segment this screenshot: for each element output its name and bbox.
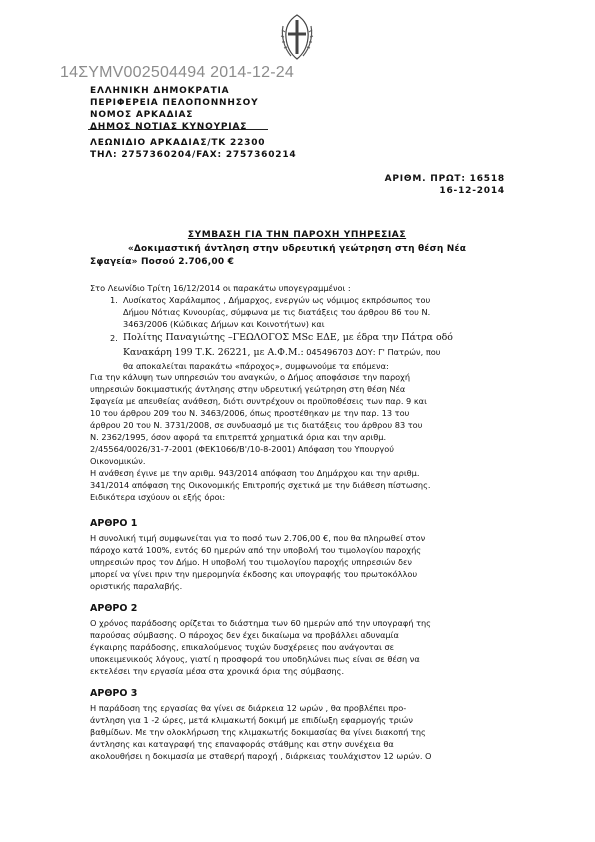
preamble-line: Οικονομικών. — [90, 456, 146, 466]
preamble-line: Η ανάθεση έγινε με την αριθμ. 943/2014 απόφαση του Δημάρχου και την αριθμ. — [90, 468, 420, 478]
header-divider — [88, 129, 268, 130]
article-3-line: Η παράδοση της εργασίας θα γίνει σε διάρκεια 12 ωρών , θα προβλέπει προ- — [90, 703, 407, 713]
contract-title: ΣΥΜΒΑΣΗ ΓΙΑ ΤΗΝ ΠΑΡΟΧΗ ΥΠΗΡΕΣΙΑΣ — [187, 230, 407, 240]
article-1-heading: ΑΡΘΡΟ 1 — [90, 518, 138, 529]
article-2-line: Ο χρόνος παράδοσης ορίζεται το διάστημα των 60 ημερών από την υπογραφή της — [90, 618, 431, 628]
article-1-line: μπορεί να γίνει πριν την ημερομηνία έκδοσης και υπογραφής του πρωτοκόλλου — [90, 569, 418, 579]
article-2-body — [90, 617, 510, 677]
article-3-line: άντλησης και καταγραφή της επαναφοράς στάθμης και στην συνέχεια θα — [90, 739, 394, 749]
article-1-line: οριστικής παραλαβής. — [90, 581, 183, 591]
preamble-line: Για την κάλυψη των υπηρεσιών του αναγκών, ο Δήμος αποφάσισε την παροχή — [90, 372, 411, 382]
article-2-line: παρούσας σύμβασης. Ο πάροχος δεν έχει δικαίωμα να προβάλλει αδυναμία — [90, 630, 399, 640]
preamble-line: 341/2014 απόφαση της Οικονομικής Επιτροπής σχετικά με την διάθεση πίστωσης. — [90, 480, 431, 490]
article-2-line: υποκειμενικούς λόγους, γιατί η προσφορά του υποδηλώνει πως είναι σε θέση να — [90, 654, 420, 664]
header-phone: ΤΗΛ: 2757360204/FAX: 2757360214 — [90, 150, 297, 160]
preamble-line: άρθρου 20 του Ν. 3731/2008, σε συνδυασμό με τις διατάξεις του άρθρου 83 του — [90, 420, 423, 430]
preamble-line: Ειδικότερα ισχύουν οι εξής όροι: — [90, 492, 226, 502]
party-2-line-2a: Κανακάρη 199 Τ.Κ. 26221, με Α.Φ.Μ.: — [123, 347, 304, 358]
article-3-line: ακολουθήσει η δοκιμασία με σταθερή παροχή , διάρκειας τουλάχιστον 12 ωρών. Ο — [90, 751, 432, 761]
contract-subtitle-line-2: Σφαγεία» Ποσού 2.706,00 € — [90, 257, 235, 267]
contract-subtitle — [90, 243, 504, 269]
header-address: ΛΕΩΝΙΔΙΟ ΑΡΚΑΔΙΑΣ/ΤΚ 22300 — [90, 138, 266, 148]
article-2-line: εκτελέσει την εργασία μέσα στα χρονικά όρια της σύμβασης. — [90, 666, 345, 676]
party-2 — [110, 331, 518, 372]
party-2-line-3: θα αποκαλείται παρακάτω «πάροχος», συμφωνούμε τα επόμενα: — [123, 361, 389, 371]
article-1-line: Η συνολική τιμή συμφωνείται για το ποσό των 2.706,00 €, που θα πληρωθεί στον — [90, 533, 426, 543]
article-2-line: έγκαιρης παράδοσης, επικαλούμενος τυχών δυσχέρειες που ανάγονται σε — [90, 642, 395, 652]
header-line-2: ΠΕΡΙΦΕΡΕΙΑ ΠΕΛΟΠΟΝΝΗΣΟΥ — [90, 98, 259, 108]
party-2-line-2b: 045496703 ΔΟΥ: Γ' Πατρών, που — [306, 347, 441, 357]
party-1-line-3: 3463/2006 (Κώδικας Δήμων και Κοινοτήτων) και — [123, 319, 325, 329]
party-2-number: 2. — [110, 333, 118, 343]
preamble-line: 10 του άρθρου 209 του Ν. 3463/2006, όπως προστέθηκαν με την παρ. 13 του — [90, 408, 410, 418]
article-3-heading: ΑΡΘΡΟ 3 — [90, 688, 138, 699]
header-line-3: ΝΟΜΟΣ ΑΡΚΑΔΙΑΣ — [90, 110, 194, 120]
preamble-line: 2/45564/0026/31-7-2001 (ΦΕΚ1066/Β'/10-8-2001) Απόφαση του Υπουργού — [90, 444, 394, 454]
party-1 — [110, 294, 513, 330]
article-3-line: άντληση για 1 -2 ώρες, μετά κλιμακωτή δοκιμή με επιδίωξη εφαρμογής τριών — [90, 715, 413, 725]
party-2-line-1: Πολίτης Παναγιώτης –ΓΕΩΛΟΓΟΣ MSc ΕΔΕ, με έδρα την Πάτρα οδό — [123, 332, 453, 343]
preamble-line: Σφαγεία με απευθείας ανάθεση, διότι συντρέχουν οι προϋποθέσεις των παρ. 9 και — [90, 396, 427, 406]
article-1-line: υπηρεσιών προς τον Δήμο. Η υποβολή του τιμολογίου παροχής υπηρεσιών δεν — [90, 557, 413, 567]
contract-subtitle-line-1: «Δοκιμαστική άντληση στην υδρευτική γεώτρηση στη θέση Νέα — [127, 244, 467, 254]
article-2-heading: ΑΡΘΡΟ 2 — [90, 603, 138, 614]
preamble-line: Ν. 2362/1995, όσον αφορά τα επιτρεπτά χρηματικά όρια και την αριθμ. — [90, 432, 387, 442]
preamble-paragraph — [90, 371, 510, 503]
document-stamp: 14ΣΥΜV002504494 2014-12-24 — [60, 64, 294, 81]
intro-line: Στο Λεωνίδιο Τρίτη 16/12/2014 οι παρακάτω υπογεγραμμένοι : — [90, 283, 351, 293]
party-1-line-1: Λυσίκατος Χαράλαμπος , Δήμαρχος, ενεργών ως νόμιμος εκπρόσωπος του — [123, 295, 431, 305]
party-1-line-2: Δήμου Νότιας Κυνουρίας, σύμφωνα με τις διατάξεις του άρθρου 86 του Ν. — [123, 307, 431, 317]
header-line-1: ΕΛΛΗΝΙΚΗ ΔΗΜΟΚΡΑΤΙΑ — [90, 86, 230, 96]
protocol-number: ΑΡΙΘΜ. ΠΡΩΤ: 16518 — [384, 174, 505, 184]
protocol-date: 16-12-2014 — [439, 186, 505, 196]
preamble-line: υπηρεσιών δοκιμαστικής άντλησης στην υδρευτική γεώτρηση στη θέση Νέα — [90, 384, 406, 394]
article-3-line: βαθμίδων. Με την ολοκλήρωση της κλιμακωτής δοκιμασίας θα γίνει διακοπή της — [90, 727, 426, 737]
greek-emblem-icon — [277, 12, 317, 62]
article-1-body — [90, 532, 510, 592]
header-line-4: ΔΗΜΟΣ ΝΟΤΙΑΣ ΚΥΝΟΥΡΙΑΣ — [90, 122, 248, 132]
article-1-line: πάροχο κατά 100%, εντός 60 ημερών από την υποβολή του τιμολογίου παροχής — [90, 545, 422, 555]
article-3-body — [90, 702, 510, 762]
party-1-number: 1. — [110, 295, 118, 305]
